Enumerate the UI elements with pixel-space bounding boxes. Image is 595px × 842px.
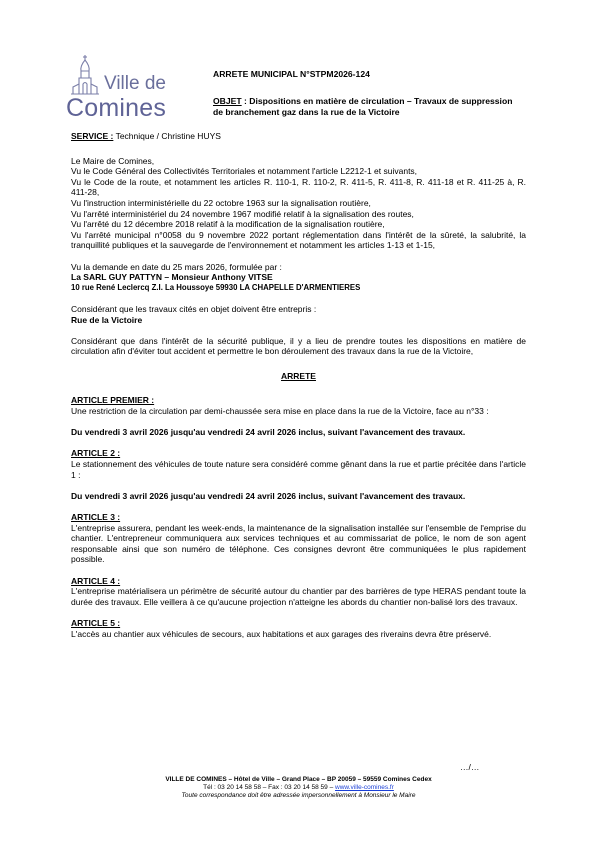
vu-line: Vu l'arrêté du 12 décembre 2018 relatif à la modification de la signalisation routière, (71, 219, 385, 230)
considerant-securite: Considérant que dans l'intérêt de la sécurité publique, il y a lieu de prendre toutes les dispositions en matière de circulation afin d'éviter tout accident et permettre le bon déroulement des travaux dans la rue de la Victoire, (71, 335, 526, 357)
article-1-dates: Du vendredi 3 avril 2026 jusqu'au vendredi 24 avril 2026 inclus, suivant l'avancement des travaux. (71, 427, 466, 438)
service-line (71, 131, 526, 142)
vu-line: Vu l'instruction interministérielle du 22 octobre 1963 sur la signalisation routière, (71, 197, 371, 208)
objet-block (213, 96, 523, 118)
service-value: Technique / Christine HUYS (113, 131, 221, 141)
demande-line: Vu la demande en date du 25 mars 2026, formulée par : (71, 261, 282, 272)
article-3-text: L'entreprise assurera, pendant les week-ends, la maintenance de la signalisation installée sur l'ensemble de l'emprise du chantier. L'entrepreneur communiquera aux services techniques et au commissariat de police, le nom de son agent responsable ainsi que son numéro de téléphone. Ces consignes devront être communiquées le plus rapidement possible. (71, 522, 526, 565)
arrete-number: ARRETE MUNICIPAL N°STPM2026-124 (213, 69, 370, 79)
vu-line: Vu l'arrêté interministériel du 24 novembre 1967 modifié relatif à la signalisation des routes, (71, 208, 414, 219)
article-3-title: ARTICLE 3 : (71, 512, 121, 522)
arrete-heading: ARRETE (281, 370, 316, 381)
document-body (71, 131, 526, 639)
logo-text-comines: Comines (66, 94, 167, 122)
article-5-text: L'accès au chantier aux véhicules de secours, aux habitations et aux garages des riverains devra être préservé. (71, 628, 492, 639)
footer-correspondence-note: Toute correspondance doit être adressée impersonnellement à Monsieur le Maire (181, 792, 416, 800)
city-logo (66, 50, 176, 120)
article-4-title: ARTICLE 4 : (71, 575, 121, 586)
article-2-title: ARTICLE 2 : (71, 448, 121, 459)
footer-phone-fax: Tél : 03 20 14 58 58 – Fax : 03 20 14 58 59 – (203, 784, 336, 792)
article-1-text: Une restriction de la circulation par demi-chaussée sera mise en place dans la rue de la Victoire, face au n°33 : (71, 406, 489, 417)
vu-line: Vu le Code de la route, et notamment les articles R. 110-1, R. 110-2, R. 411-5, R. 411-8, R. 411-18 et R. 411-25 à, R. 411-28, (71, 176, 526, 198)
objet-label: OBJET (213, 96, 242, 106)
logo-text-ville-de: Ville de (104, 73, 166, 94)
maire-line: Le Maire de Comines, (71, 155, 155, 166)
article-5-title: ARTICLE 5 : (71, 617, 121, 628)
footer-website-link[interactable]: www.ville-comines.fr (335, 784, 394, 792)
continued-marker: …/… (460, 762, 480, 772)
rue-line: Rue de la Victoire (71, 314, 143, 325)
footer-address: VILLE DE COMINES – Hôtel de Ville – Grand Place – BP 20059 – 59559 Comines Cedex (165, 776, 432, 783)
page-footer (71, 776, 526, 801)
objet-text: : Dispositions en matière de circulation – Travaux de suppression de branchement gaz dans la rue de la Victoire (213, 96, 513, 117)
vu-line: Vu l'arrêté municipal n°0058 du 9 novembre 2022 portant réglementation dans l'intérêt de la sûreté, la salubrité, la tranquillité publiques et la sauvegarde de l'environnement et notamment les articles 1-13 et 1-15, (71, 229, 526, 251)
service-label: SERVICE : (71, 131, 114, 141)
article-2-text: Le stationnement des véhicules de toute nature sera considéré comme gênant dans la rue et partie précitée dans l'article 1 : (71, 459, 526, 480)
vu-line: Vu le Code Général des Collectivités Territoriales et notamment l'article L2212-1 et suivants, (71, 166, 418, 177)
adresse-line: 10 rue René Leclercq Z.I. La Houssoye 59930 LA CHAPELLE D'ARMENTIERES (71, 282, 361, 292)
article-1-title: ARTICLE PREMIER : (71, 395, 155, 406)
footer-contact (71, 784, 526, 792)
demandeur-line: La SARL GUY PATTYN – Monsieur Anthony VITSE (71, 272, 273, 283)
article-2-dates: Du vendredi 3 avril 2026 jusqu'au vendredi 24 avril 2026 inclus, suivant l'avancement des travaux. (71, 490, 466, 501)
article-4-text: L'entreprise matérialisera un périmètre de sécurité autour du chantier par des barrières de type HERAS pendant toute la durée des travaux. Elle veillera à ce qu'aucune projection n'atteigne les abords du chantier non-balisé lors des travaux. (71, 586, 526, 607)
considerant-travaux: Considérant que les travaux cités en objet doivent être entrepris : (71, 303, 317, 314)
